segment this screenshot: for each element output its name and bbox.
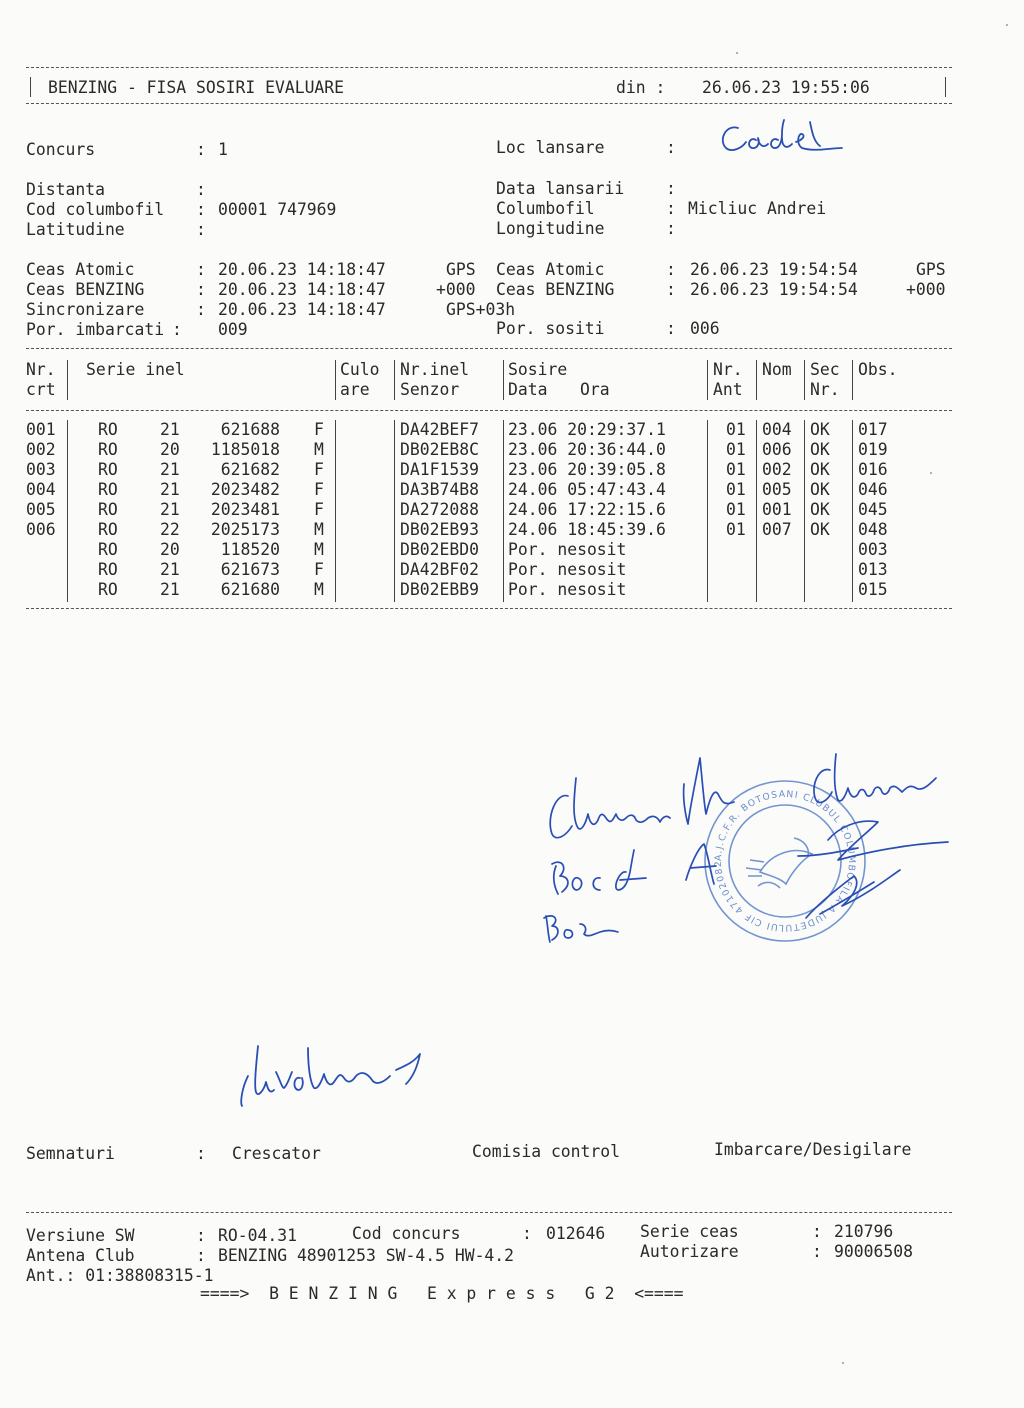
col-sep	[852, 420, 853, 602]
cell-arrival: 24.06 17:22:15.6	[508, 500, 666, 519]
col-sep	[394, 420, 395, 602]
cell-nr: 002	[26, 440, 56, 459]
header-nr: Nr.	[26, 360, 56, 379]
loc-lansare-handwriting	[716, 118, 846, 158]
cell-arrival: Por. nesosit	[508, 580, 627, 599]
left-clock-3-suffix: GPS+03h	[446, 300, 516, 319]
col-sep	[67, 360, 68, 400]
distanta-colon: :	[196, 180, 206, 199]
cell-obs: 013	[858, 560, 888, 579]
cell-obs: 048	[858, 520, 888, 539]
cell-obs: 003	[858, 540, 888, 559]
cell-arrival: 24.06 05:47:43.4	[508, 480, 666, 499]
data-lansarii-label: Data lansarii	[496, 179, 625, 198]
cell-nom: 002	[762, 460, 792, 479]
cell-sex: M	[314, 520, 324, 539]
left-clock-1-label: Ceas Atomic	[26, 260, 135, 279]
cell-obs: 016	[858, 460, 888, 479]
distanta-label: Distanta	[26, 180, 105, 199]
cell-sec: OK	[810, 520, 830, 539]
cell-year: 20	[160, 540, 180, 559]
left-clock-3-colon: :	[196, 300, 206, 319]
header-are: are	[340, 380, 370, 399]
header-sec: Sec	[810, 360, 840, 379]
cell-sec: OK	[810, 420, 830, 439]
cell-ring: 621688	[220, 420, 280, 439]
col-sep	[335, 360, 336, 400]
scan-speck	[842, 1362, 844, 1364]
por-sositi-label: Por. sositi	[496, 319, 605, 338]
cell-sensor: DB02EB8C	[400, 440, 479, 459]
club-stamp	[700, 776, 870, 946]
date-value: 26.06.23 19:55:06	[702, 78, 870, 97]
columbofil-value: Micliuc Andrei	[688, 199, 827, 218]
left-clock-1-value: 20.06.23 14:18:47	[218, 260, 386, 279]
header-left-bar	[30, 77, 31, 97]
header-top-rule	[26, 67, 952, 68]
cell-ant: 01	[726, 480, 746, 499]
cell-nom: 006	[762, 440, 792, 459]
versiune-label: Versiune SW	[26, 1226, 135, 1245]
right-clock-2-colon: :	[666, 280, 676, 299]
right-clock-1-colon: :	[666, 260, 676, 279]
right-clock-1-value: 26.06.23 19:54:54	[690, 260, 858, 279]
cell-sex: M	[314, 580, 324, 599]
autorizare-value: 90006508	[834, 1242, 913, 1261]
report-title: BENZING - FISA SOSIRI EVALUARE	[48, 78, 345, 97]
cod-concurs-label: Cod concurs	[352, 1224, 461, 1243]
header-senzor: Senzor	[400, 380, 460, 399]
antena-label: Antena Club	[26, 1246, 135, 1265]
header-obs: Obs.	[858, 360, 898, 379]
por-imbarcati-value: 009	[218, 320, 248, 339]
header-sec-nr: Nr.	[810, 380, 840, 399]
right-clock-2-suffix: +000	[906, 280, 946, 299]
scan-speck	[1006, 24, 1008, 26]
cell-sex: F	[314, 500, 324, 519]
cell-sex: M	[314, 540, 324, 559]
cell-ant: 01	[726, 520, 746, 539]
serie-ceas-label: Serie ceas	[640, 1222, 739, 1241]
cell-sensor: DA272088	[400, 500, 479, 519]
semnaturi-label: Semnaturi	[26, 1144, 115, 1163]
cell-ring: 621682	[220, 460, 280, 479]
left-clock-2-suffix: +000	[436, 280, 476, 299]
cell-year: 21	[160, 500, 180, 519]
date-label: din :	[616, 78, 666, 97]
cell-ant: 01	[726, 420, 746, 439]
versiune-value: RO-04.31	[218, 1226, 297, 1245]
imbarcare-label: Imbarcare/Desigilare	[714, 1140, 912, 1159]
col-sep	[67, 420, 68, 602]
antena-value: BENZING 48901253 SW-4.5 HW-4.2	[218, 1246, 515, 1265]
footer-top-rule	[26, 1212, 952, 1213]
cod-concurs-colon: :	[522, 1224, 532, 1243]
cell-ring: 118520	[220, 540, 280, 559]
cell-nom: 005	[762, 480, 792, 499]
cod-columbofil-colon: :	[196, 200, 206, 219]
header-bottom-rule	[26, 103, 952, 104]
col-sep	[756, 360, 757, 400]
left-clock-2-value: 20.06.23 14:18:47	[218, 280, 386, 299]
cell-ant: 01	[726, 440, 746, 459]
table-header-rule	[26, 410, 952, 411]
latitudine-label: Latitudine	[26, 220, 125, 239]
por-sositi-colon: :	[666, 319, 676, 338]
header-ora: Ora	[580, 380, 610, 399]
cell-year: 22	[160, 520, 180, 539]
por-imbarcati-label: Por. imbarcati	[26, 320, 165, 339]
cell-country: RO	[98, 520, 118, 539]
header-data: Data	[508, 380, 548, 399]
cell-year: 21	[160, 580, 180, 599]
serie-ceas-value: 210796	[834, 1222, 894, 1241]
left-clock-2-label: Ceas BENZING	[26, 280, 145, 299]
cell-sec: OK	[810, 440, 830, 459]
cell-obs: 019	[858, 440, 888, 459]
col-sep	[852, 360, 853, 400]
concurs-colon: :	[196, 140, 206, 159]
cell-ring: 1185018	[210, 440, 280, 459]
table-bottom-rule	[26, 608, 952, 609]
por-imbarcati-colon: :	[172, 320, 182, 339]
cell-sensor: DA42BF02	[400, 560, 479, 579]
ant-line: Ant.: 01:38808315-1	[26, 1266, 214, 1285]
scan-speck	[930, 472, 932, 474]
concurs-label: Concurs	[26, 140, 96, 159]
cell-country: RO	[98, 500, 118, 519]
col-sep	[503, 420, 504, 602]
autorizare-colon: :	[812, 1242, 822, 1261]
cell-sec: OK	[810, 460, 830, 479]
cell-obs: 015	[858, 580, 888, 599]
cell-arrival: 23.06 20:29:37.1	[508, 420, 666, 439]
svg-text:A.J.C.F.R. BOTOSANI CLUBUL COL	[713, 789, 857, 933]
versiune-colon: :	[196, 1226, 206, 1245]
por-sositi-value: 006	[690, 319, 720, 338]
signature-crescator	[236, 1036, 436, 1116]
cell-nr: 006	[26, 520, 56, 539]
cell-sensor: DA1F1539	[400, 460, 479, 479]
cell-year: 20	[160, 440, 180, 459]
right-clock-2-label: Ceas BENZING	[496, 280, 615, 299]
cell-arrival: 24.06 18:45:39.6	[508, 520, 666, 539]
crescator-label: Crescator	[232, 1144, 321, 1163]
col-sep	[756, 420, 757, 602]
cell-sex: M	[314, 440, 324, 459]
signature-committee	[538, 748, 958, 948]
cell-country: RO	[98, 480, 118, 499]
table-top-rule	[26, 348, 952, 349]
cell-nom: 004	[762, 420, 792, 439]
cell-ring: 621673	[220, 560, 280, 579]
data-lansarii-colon: :	[666, 179, 676, 198]
cell-nom: 007	[762, 520, 792, 539]
cod-concurs-value: 012646	[546, 1224, 606, 1243]
cell-sec: OK	[810, 500, 830, 519]
left-clock-1-colon: :	[196, 260, 206, 279]
cell-nr: 004	[26, 480, 56, 499]
cell-obs: 045	[858, 500, 888, 519]
cell-arrival: Por. nesosit	[508, 540, 627, 559]
col-sep	[707, 420, 708, 602]
loc-lansare-label: Loc lansare	[496, 138, 605, 157]
stamp-text: A.J.C.F.R. BOTOSANI CLUBUL COLUMBOFILA A JUDETULUI CIF 47102082	[712, 788, 858, 934]
header-nr-ant-2: Ant	[713, 380, 743, 399]
cell-ant: 01	[726, 460, 746, 479]
columbofil-label: Columbofil	[496, 199, 595, 218]
left-clock-3-value: 20.06.23 14:18:47	[218, 300, 386, 319]
cell-sex: F	[314, 460, 324, 479]
header-crt: crt	[26, 380, 56, 399]
cell-ring: 2023482	[210, 480, 280, 499]
serie-ceas-colon: :	[812, 1222, 822, 1241]
left-clock-3-label: Sincronizare	[26, 300, 145, 319]
cell-sensor: DA42BEF7	[400, 420, 479, 439]
header-culo: Culo	[340, 360, 380, 379]
cell-arrival: 23.06 20:39:05.8	[508, 460, 666, 479]
cell-country: RO	[98, 580, 118, 599]
longitudine-colon: :	[666, 219, 676, 238]
cell-year: 21	[160, 460, 180, 479]
header-sosire: Sosire	[508, 360, 568, 379]
cell-nr: 003	[26, 460, 56, 479]
cell-sensor: DB02EB93	[400, 520, 479, 539]
right-clock-2-value: 26.06.23 19:54:54	[690, 280, 858, 299]
header-serie-inel: Serie inel	[86, 360, 185, 379]
col-sep	[503, 360, 504, 400]
antena-colon: :	[196, 1246, 206, 1265]
left-clock-1-suffix: GPS	[446, 260, 476, 279]
comisia-control-label: Comisia control	[472, 1142, 621, 1161]
cell-country: RO	[98, 460, 118, 479]
loc-lansare-colon: :	[666, 138, 676, 157]
cell-ring: 621680	[220, 580, 280, 599]
col-sep	[804, 420, 805, 602]
cell-sensor: DB02EBB9	[400, 580, 479, 599]
cell-sex: F	[314, 560, 324, 579]
cell-year: 21	[160, 480, 180, 499]
cell-arrival: Por. nesosit	[508, 560, 627, 579]
cell-sex: F	[314, 420, 324, 439]
cell-country: RO	[98, 440, 118, 459]
cell-year: 21	[160, 560, 180, 579]
right-clock-1-suffix: GPS	[916, 260, 946, 279]
cell-country: RO	[98, 540, 118, 559]
cell-sex: F	[314, 480, 324, 499]
cod-columbofil-label: Cod columbofil	[26, 200, 165, 219]
cell-ant: 01	[726, 500, 746, 519]
cell-ring: 2025173	[210, 520, 280, 539]
cell-nr: 005	[26, 500, 56, 519]
cell-sensor: DB02EBD0	[400, 540, 479, 559]
cell-obs: 017	[858, 420, 888, 439]
cell-nr: 001	[26, 420, 56, 439]
autorizare-label: Autorizare	[640, 1242, 739, 1261]
header-nom: Nom	[762, 360, 792, 379]
col-sep	[707, 360, 708, 400]
cell-obs: 046	[858, 480, 888, 499]
cell-nom: 001	[762, 500, 792, 519]
cell-year: 21	[160, 420, 180, 439]
cell-ring: 2023481	[210, 500, 280, 519]
cell-arrival: 23.06 20:36:44.0	[508, 440, 666, 459]
right-clock-1-label: Ceas Atomic	[496, 260, 605, 279]
cell-country: RO	[98, 560, 118, 579]
cell-sensor: DA3B74B8	[400, 480, 479, 499]
scan-speck	[736, 52, 738, 54]
cod-columbofil-value: 00001 747969	[218, 200, 337, 219]
header-right-bar	[945, 77, 946, 97]
cell-country: RO	[98, 420, 118, 439]
col-sep	[804, 360, 805, 400]
concurs-value: 1	[218, 140, 228, 159]
col-sep	[335, 420, 336, 602]
header-nr-inel: Nr.inel	[400, 360, 470, 379]
cell-sec: OK	[810, 480, 830, 499]
header-nr-ant-1: Nr.	[713, 360, 743, 379]
longitudine-label: Longitudine	[496, 219, 605, 238]
col-sep	[394, 360, 395, 400]
benzing-banner: ====> B E N Z I N G E x p r e s s G 2 <====	[200, 1284, 684, 1303]
latitudine-colon: :	[196, 220, 206, 239]
left-clock-2-colon: :	[196, 280, 206, 299]
semnaturi-colon: :	[196, 1144, 206, 1163]
columbofil-colon: :	[666, 199, 676, 218]
